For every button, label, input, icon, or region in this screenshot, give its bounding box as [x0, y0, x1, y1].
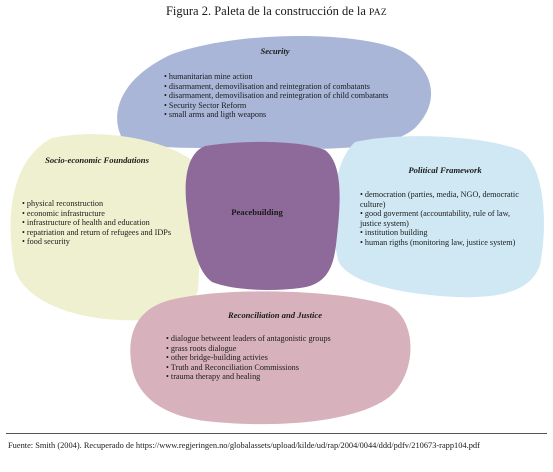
- political-item: • good goverment (accountability, rule of law, justice system): [360, 209, 511, 228]
- political-item: • democration (parties, media, NGO, democratic culture): [360, 190, 519, 209]
- political-item: • institution building: [360, 228, 428, 238]
- security-item: • Security Sector Reform: [164, 100, 247, 110]
- political-list: [360, 190, 530, 248]
- socio-item: • economic infrastructure: [22, 208, 105, 218]
- reconciliation-heading: Reconciliation and Justice: [227, 310, 323, 320]
- figure-title-smallcaps: PAZ: [369, 8, 388, 18]
- security-item: • small arms and ligth weapons: [164, 110, 267, 120]
- reconciliation-list: [166, 334, 386, 382]
- reconciliation-item: • grass roots dialogue: [166, 343, 237, 353]
- security-list: [164, 72, 424, 120]
- security-heading: Security: [260, 46, 290, 56]
- figure-title-text: Figura 2. Paleta de la construcción de la: [165, 4, 370, 18]
- socio-item: • repatriation and return of refugees and IDPs: [22, 227, 172, 237]
- peacebuilding-label: Peacebuilding: [231, 207, 283, 217]
- reconciliation-item: • dialogue betweent leaders of antagonistic groups: [166, 334, 331, 343]
- reconciliation-item: • other bridge-building activies: [166, 353, 268, 363]
- socio-item: • physical reconstruction: [22, 199, 104, 208]
- political-item: • human rigths (monitoring law, justice system): [360, 237, 516, 247]
- political-heading: Political Framework: [408, 165, 482, 175]
- source-divider: [6, 433, 547, 434]
- socio-item: • infrastructure of health and education: [22, 218, 150, 228]
- security-item: • disarmament, demovilisation and reintegration of child combatants: [164, 91, 389, 101]
- security-item: • disarmament, demovilisation and reintegration of combatants: [164, 81, 370, 91]
- reconciliation-item: • trauma therapy and healing: [166, 372, 261, 382]
- socio-list: [22, 199, 178, 247]
- socio-item: • food security: [22, 237, 70, 247]
- source-note: Fuente: Smith (2004). Recuperado de https://www.regjeringen.no/globalassets/upload/kilde/ud/rap/2004/0044/ddd/pdfv/210673-rapp104.pdf: [8, 441, 480, 450]
- reconciliation-item: • Truth and Reconciliation Commissions: [166, 362, 299, 372]
- socio-heading: Socio-economic Foundations: [45, 155, 149, 165]
- security-item: • humanitarian mine action: [164, 72, 253, 81]
